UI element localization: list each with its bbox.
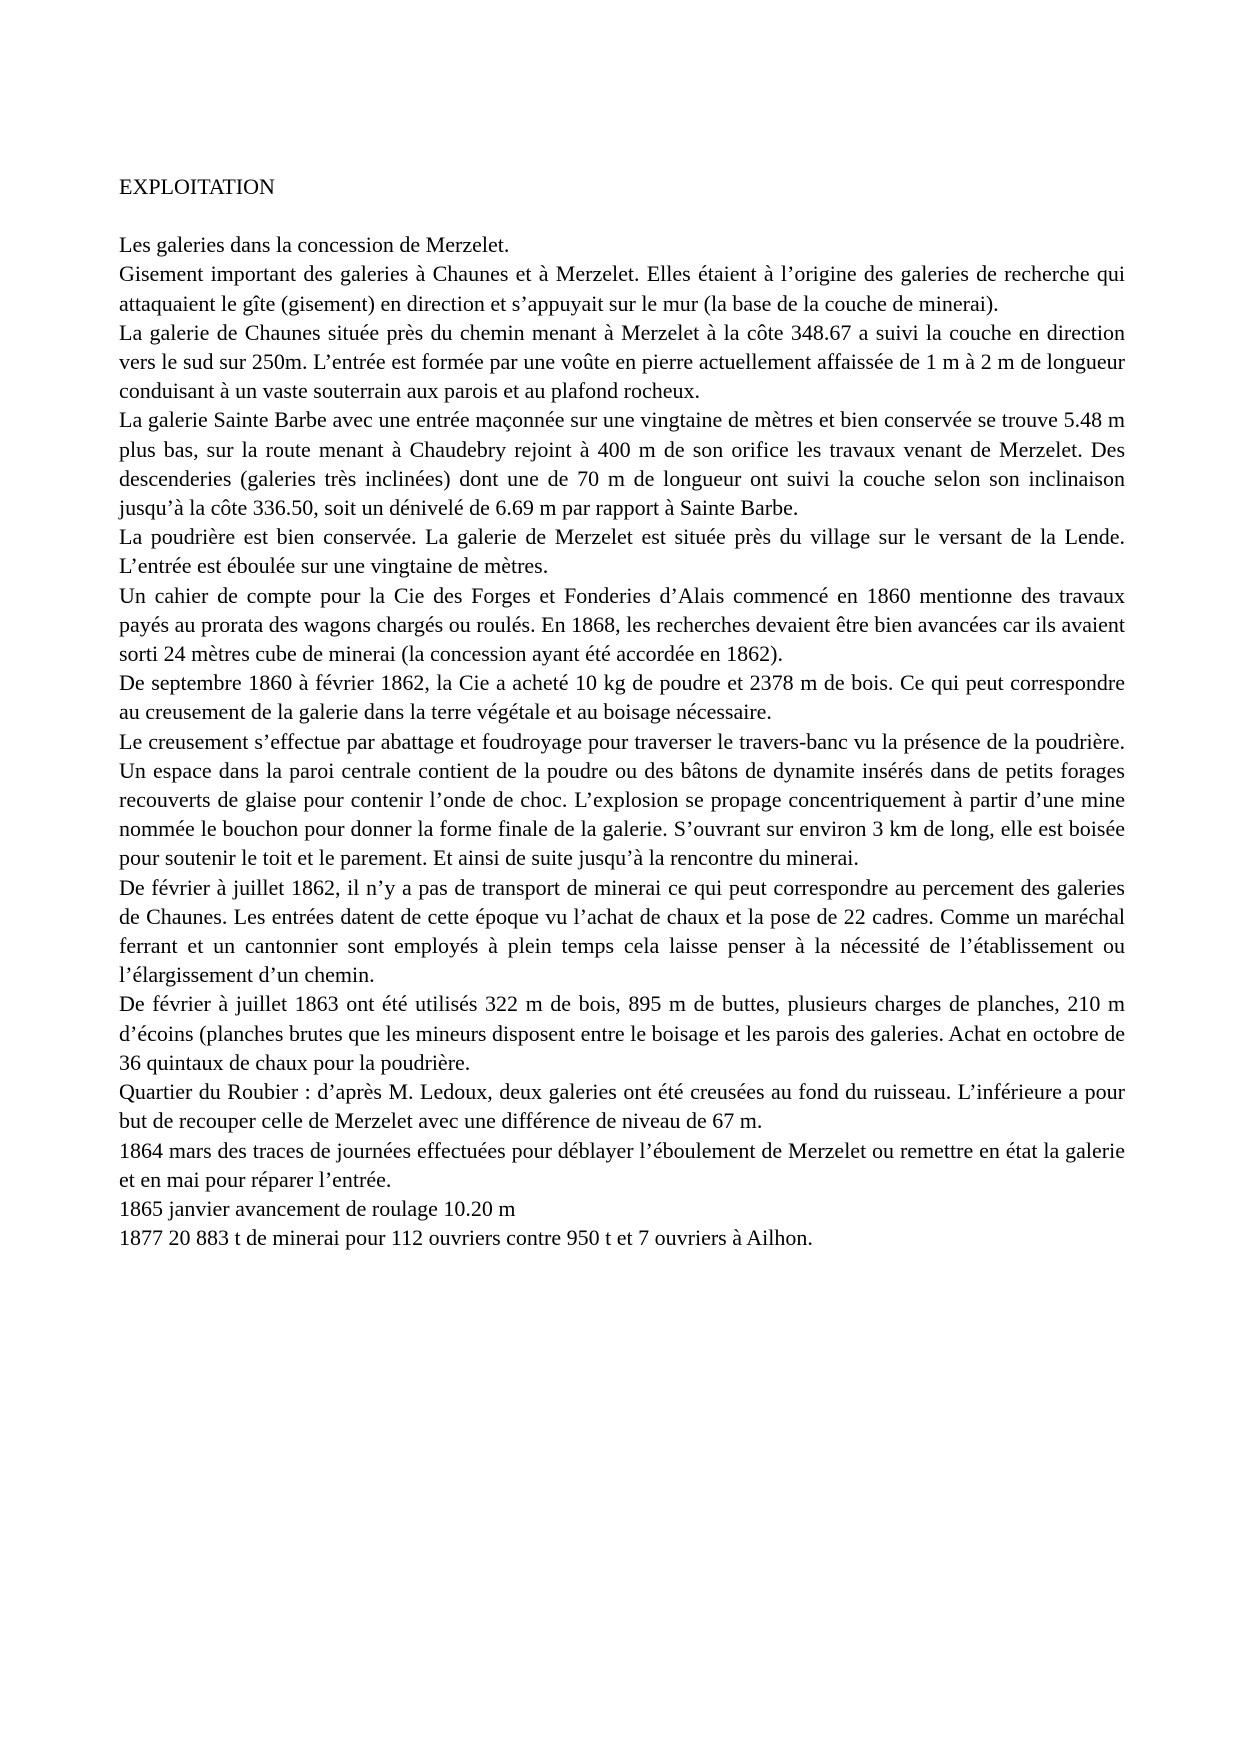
paragraph-quartier-roubier: Quartier du Roubier : d’après M. Ledoux, deux galeries ont été creusées au fond du ruisseau. L’inférieure a pour but de recouper celle de Merzelet avec une différence de niveau de 67 m.	[119, 1079, 1125, 1134]
paragraph-fevrier-1863: De février à juillet 1863 ont été utilisés 322 m de bois, 895 m de buttes, plusieurs charges de planches, 210 m d’écoins (planches brutes que les mineurs disposent entre le boisage et les parois des galeries. Achat en octobre de 36 quintaux de chaux pour la poudrière.	[119, 991, 1125, 1075]
paragraph-galerie-chaunes: La galerie de Chaunes située près du chemin menant à Merzelet à la côte 348.67 a suivi la couche en direction vers le sud sur 250m. L’entrée est formée par une voûte en pierre actuellement affaissée de 1 m à 2 m de longueur conduisant à un vaste souterrain aux parois et au plafond rocheux.	[119, 319, 1125, 404]
paragraph-creusement: Le creusement s’effectue par abattage et foudroyage pour traverser le travers-banc vu la présence de la poudrière. Un espace dans la paroi centrale contient de la poudre ou des bâtons de dynamite insérés dans de petits forages recouverts de glaise pour contenir l’onde de choc. L’explosion se propage concentriquement à partir d’une mine nommée le bouchon pour donner la forme finale de la galerie. S’ouvrant sur environ 3 km de long, elle est boisée pour soutenir le toit et le parement. Et ainsi de suite jusqu’à la rencontre du minerai.	[119, 728, 1125, 871]
paragraph-1877: 1877 20 883 t de minerai pour 112 ouvriers contre 950 t et 7 ouvriers à Ailhon.	[119, 1225, 813, 1251]
paragraph-gisement: Gisement important des galeries à Chaunes et à Merzelet. Elles étaient à l’origine des galeries de recherche qui attaquaient le gîte (gisement) en direction et s’appuyait sur le mur (la base de la couche de minerai).	[119, 261, 1125, 316]
paragraph-achats-1860: De septembre 1860 à février 1862, la Cie a acheté 10 kg de poudre et 2378 m de bois. Ce qui peut correspondre au creusement de la galerie dans la terre végétale et au boisage nécessaire.	[119, 670, 1125, 725]
paragraph-intro: Les galeries dans la concession de Merzelet.	[119, 232, 510, 258]
paragraph-fevrier-1862: De février à juillet 1862, il n’y a pas de transport de minerai ce qui peut correspondre au percement des galeries de Chaunes. Les entrées datent de cette époque vu l’achat de chaux et la pose de 22 cadres. Comme un maréchal ferrant et un cantonnier sont employés à plein temps cela laisse penser à la nécessité de l’établissement ou l’élargissement d’un chemin.	[119, 874, 1125, 988]
paragraph-poudriere: La poudrière est bien conservée. La galerie de Merzelet est située près du village sur le versant de la Lende. L’entrée est éboulée sur une vingtaine de mètres.	[119, 524, 1125, 579]
document-title: EXPLOITATION	[119, 174, 275, 199]
document-body	[119, 172, 1125, 1252]
paragraph-1864: 1864 mars des traces de journées effectuées pour déblayer l’éboulement de Merzelet ou remettre en état la galerie et en mai pour réparer l’entrée.	[119, 1137, 1125, 1192]
paragraph-galerie-sainte-barbe: La galerie Sainte Barbe avec une entrée maçonnée sur une vingtaine de mètres et bien conservée se trouve 5.48 m plus bas, sur la route menant à Chaudebry rejoint à 400 m de son orifice les travaux venant de Merzelet. Des descenderies (galeries très inclinées) dont une de 70 m de longueur ont suivi la couche selon son inclinaison jusqu’à la côte 336.50, soit un dénivelé de 6.69 m par rapport à Sainte Barbe.	[119, 407, 1125, 521]
paragraph-1865: 1865 janvier avancement de roulage 10.20 m	[119, 1195, 516, 1221]
paragraph-cahier-compte: Un cahier de compte pour la Cie des Forges et Fonderies d’Alais commencé en 1860 mentionne des travaux payés au prorata des wagons chargés ou roulés. En 1868, les recherches devaient être bien avancées car ils avaient sorti 24 mètres cube de minerai (la concession ayant été accordée en 1862).	[119, 582, 1125, 667]
